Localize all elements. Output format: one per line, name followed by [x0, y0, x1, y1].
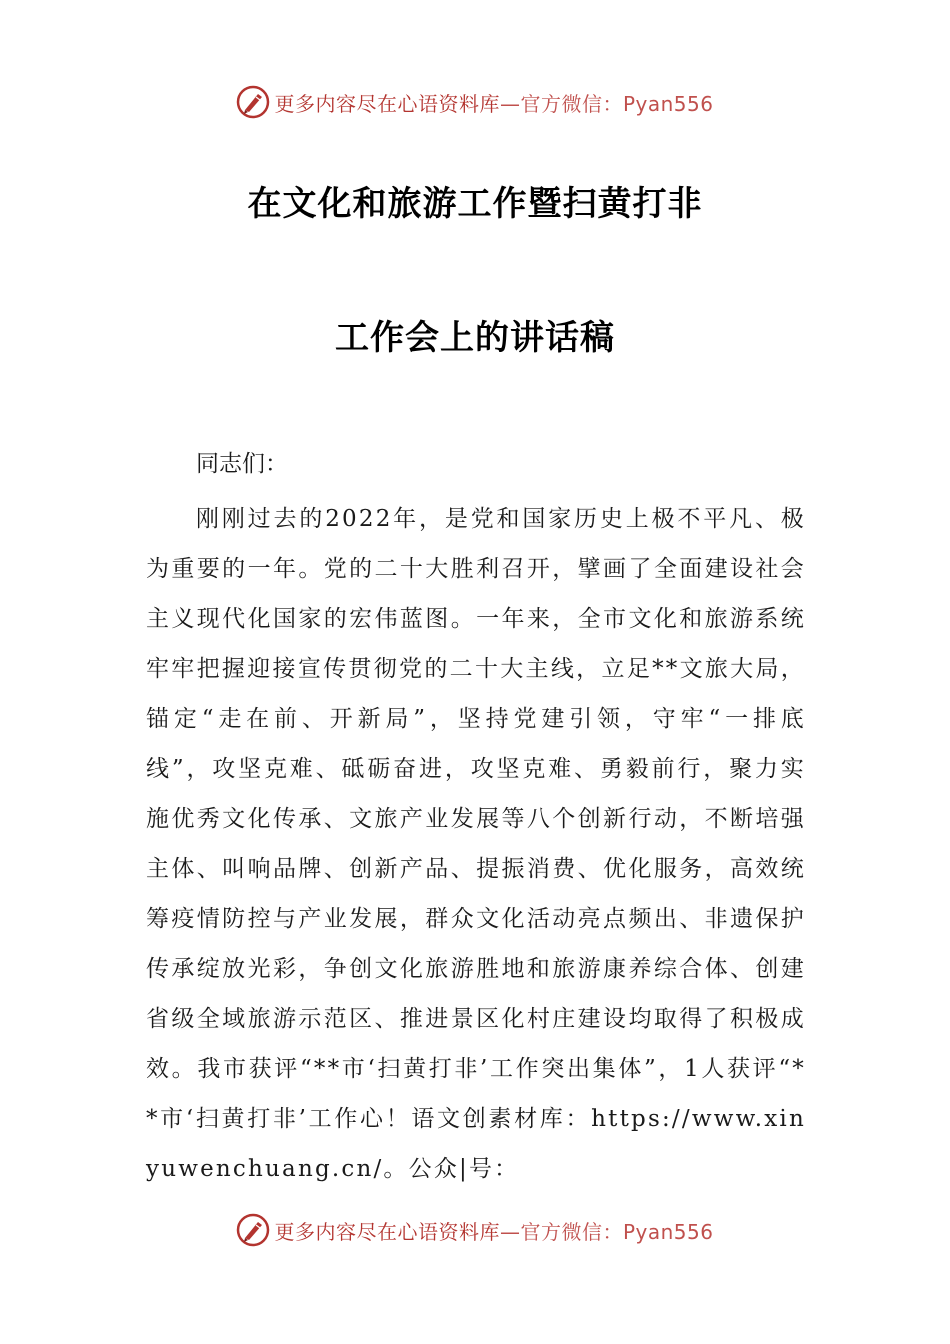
watermark-text: 更多内容尽在心语资料库—官方微信：Pyan556 [274, 91, 714, 116]
document-title-line-1: 在文化和旅游工作暨扫黄打非 [247, 184, 703, 224]
header-watermark [0, 80, 950, 124]
footer-watermark [0, 1208, 950, 1252]
pen-logo-icon [236, 85, 270, 119]
document-title-line-2: 工作会上的讲话稿 [335, 318, 615, 358]
watermark-text: 更多内容尽在心语资料库—官方微信：Pyan556 [274, 1219, 714, 1244]
greeting: 同志们： [196, 451, 288, 477]
pen-logo-icon [236, 1213, 270, 1247]
body-paragraph: 刚刚过去的2022年，是党和国家历史上极不平凡、极为重要的一年。党的二十大胜利召开，擘画了全面建设社会主义现代化国家的宏伟蓝图。一年来，全市文化和旅游系统牢牢把握迎接宣传贯彻党的二十大主线，立足**文旅大局，锚定“走在前、开新局”，坚持党建引领，守牢“一排底线”，攻坚克难、砥砺奋进，攻坚克难、勇毅前行，聚力实施优秀文化传承、文旅产业发展等八个创新行动，不断培强主体、叫响品牌、创新产品、提振消费、优化服务，高效统筹疫情防控与产业发展，群众文化活动亮点频出、非遗保护传承绽放光彩，争创文化旅游胜地和旅游康养综合体、创建省级全域旅游示范区、推进景区化村庄建设均取得了积极成效。我市获评“**市‘扫黄打非’工作突出集体”，1人获评“**市‘扫黄打非’工作心！语文创素材库：https://www.xinyuwenchuang.cn/。公众|号： [146, 506, 806, 1182]
